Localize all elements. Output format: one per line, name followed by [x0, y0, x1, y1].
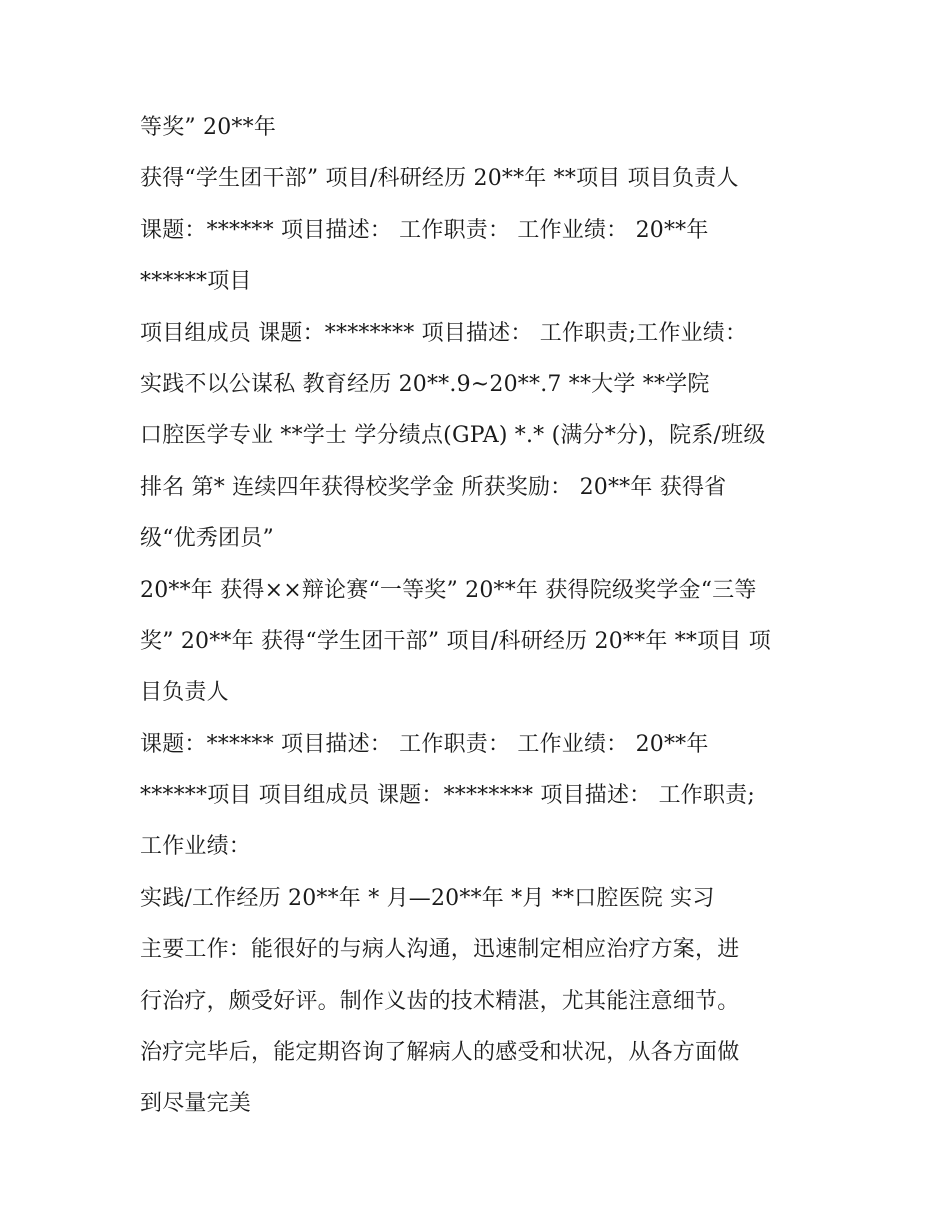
- document-body: [140, 110, 840, 1138]
- text-line: 项目组成员 课题：******** 项目描述： 工作职责;工作业绩：: [140, 320, 748, 346]
- text-line: 到尽量完美: [140, 1091, 252, 1117]
- text-line: 主要工作：能很好的与病人沟通，迅速制定相应治疗方案，进: [140, 937, 740, 963]
- text-line: 排名 第* 连续四年获得校奖学金 所获奖励： 20**年 获得省: [140, 474, 727, 500]
- text-line: 行治疗，颇受好评。制作义齿的技术精湛，尤其能注意细节。: [140, 988, 740, 1014]
- text-line: 奖” 20**年 获得“学生团干部” 项目/科研经历 20**年 **项目 项: [140, 628, 771, 654]
- text-line: 治疗完毕后，能定期咨询了解病人的感受和状况，从各方面做: [140, 1040, 740, 1066]
- text-line: ******项目 项目组成员 课题：******** 项目描述： 工作职责;: [140, 783, 755, 809]
- text-line: 课题：****** 项目描述： 工作职责： 工作业绩： 20**年: [140, 217, 709, 243]
- text-line: 工作业绩：: [140, 834, 252, 860]
- text-line: 级“优秀团员”: [140, 526, 274, 552]
- text-line: 课题：****** 项目描述： 工作职责： 工作业绩： 20**年: [140, 731, 709, 757]
- text-line: 20**年 获得××辩论赛“一等奖” 20**年 获得院级奖学金“三等: [140, 577, 757, 603]
- text-line: 目负责人: [140, 680, 229, 706]
- text-line: 实践/工作经历 20**年 * 月—20**年 *月 **口腔医院 实习: [140, 885, 715, 911]
- text-line: ******项目: [140, 269, 252, 295]
- text-line: 等奖” 20**年: [140, 115, 277, 140]
- text-line: 实践不以公谋私 教育经历 20**.9~20**.7 **大学 **学院: [140, 371, 710, 397]
- text-line: 获得“学生团干部” 项目/科研经历 20**年 **项目 项目负责人: [140, 166, 739, 192]
- text-line: 口腔医学专业 **学士 学分绩点(GPA) *.* (满分*分)，院系/班级: [140, 423, 766, 449]
